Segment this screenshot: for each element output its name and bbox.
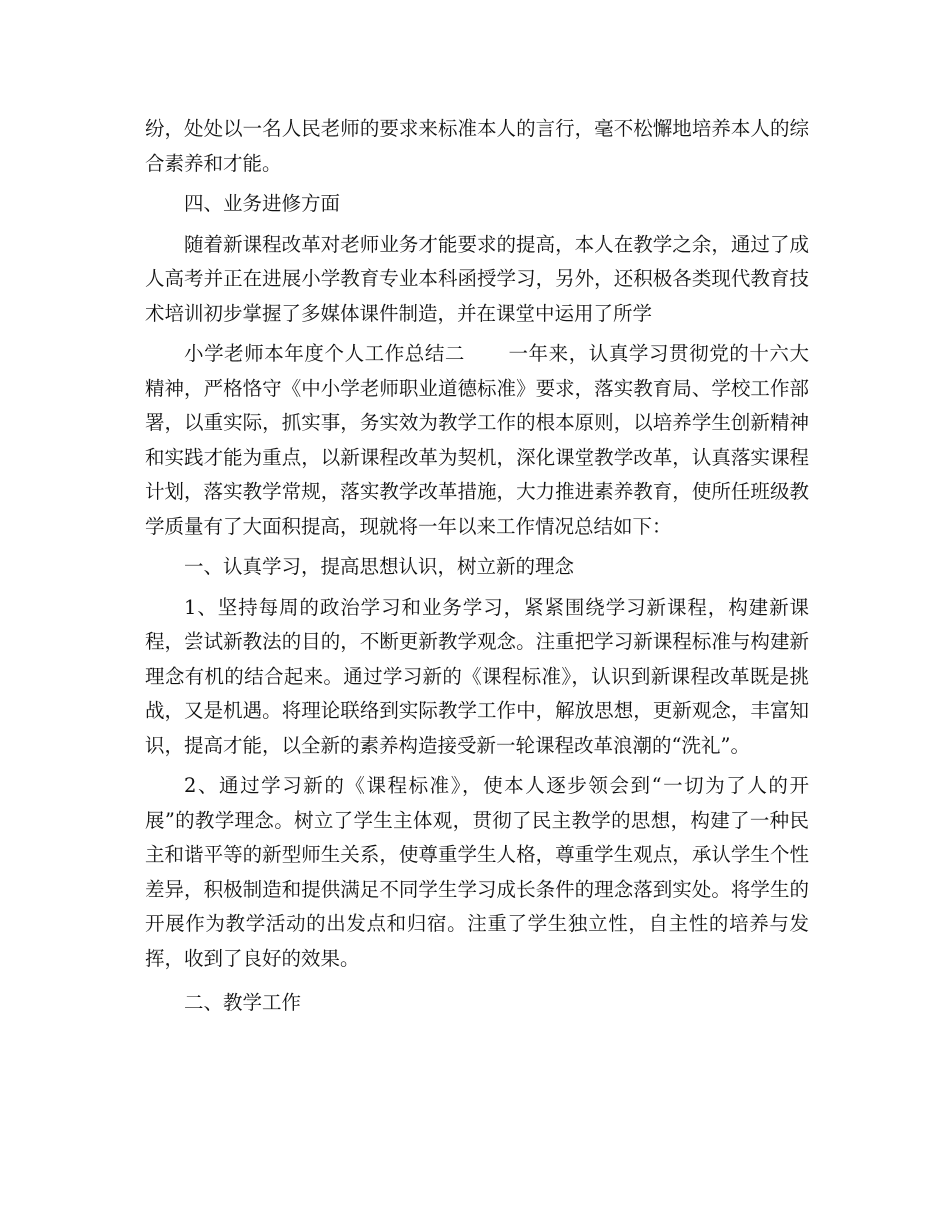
summary-intro-text: 一年来，认真学习贯彻党的十六大精神，严格恪守《中小学老师职业道德标准》要求，落实教育局、学校工作部署，以重实际，抓实事，务实效为教学工作的根本原则，以培养学生创新精神和实践才能为重点，以新课程改革为契机，深化课堂教学改革，认真落实课程计划，落实教学常规，落实教学改革措施，大力推进素养教育，使所任班级教学质量有了大面积提高，现就将一年以来工作情况总结如下：	[145, 342, 809, 538]
section-title: 小学老师本年度个人工作总结二	[184, 342, 466, 365]
paragraph-business-study: 随着新课程改革对老师业务才能要求的提高，本人在教学之余，通过了成人高考并正在进展小学教育专业本科函授学习，另外，还积极各类现代教育技术培训初步掌握了多媒体课件制造，并在课堂中运用了所学	[145, 232, 809, 325]
paragraph-item-1: 1、坚持每周的政治学习和业务学习，紧紧围绕学习新课程，构建新课程，尝试新教法的目的，不断更新教学观念。注重把学习新课程标准与构建新理念有机的结合起来。通过学习新的《课程标准》，认识到新课程改革既是挑战，又是机遇。将理论联络到实际教学工作中，解放思想，更新观念，丰富知识，提高才能，以全新的素养构造接受新一轮课程改革浪潮的“洗礼”。	[145, 595, 809, 757]
heading-business-study: 四、业务进修方面	[184, 192, 341, 215]
heading-study-ideas: 一、认真学习，提高思想认识，树立新的理念	[184, 555, 575, 578]
document-body	[145, 112, 809, 1021]
heading-teaching-work: 二、教学工作	[184, 991, 302, 1014]
paragraph-continuation: 纷，处处以一名人民老师的要求来标准本人的言行，毫不松懈地培养本人的综合素养和才能。	[145, 117, 809, 175]
paragraph-summary-two	[145, 337, 809, 544]
paragraph-item-2: 2、通过学习新的《课程标准》，使本人逐步领会到“一切为了人的开展”的教学理念。树立了学生主体观，贯彻了民主教学的思想，构建了一种民主和谐平等的新型师生关系，使尊重学生人格，尊重学生观点，承认学生个性差异，积极制造和提供满足不同学生学习成长条件的理念落到实处。将学生的开展作为教学活动的出发点和归宿。注重了学生独立性，自主性的培养与发挥，收到了良好的效果。	[145, 774, 809, 970]
